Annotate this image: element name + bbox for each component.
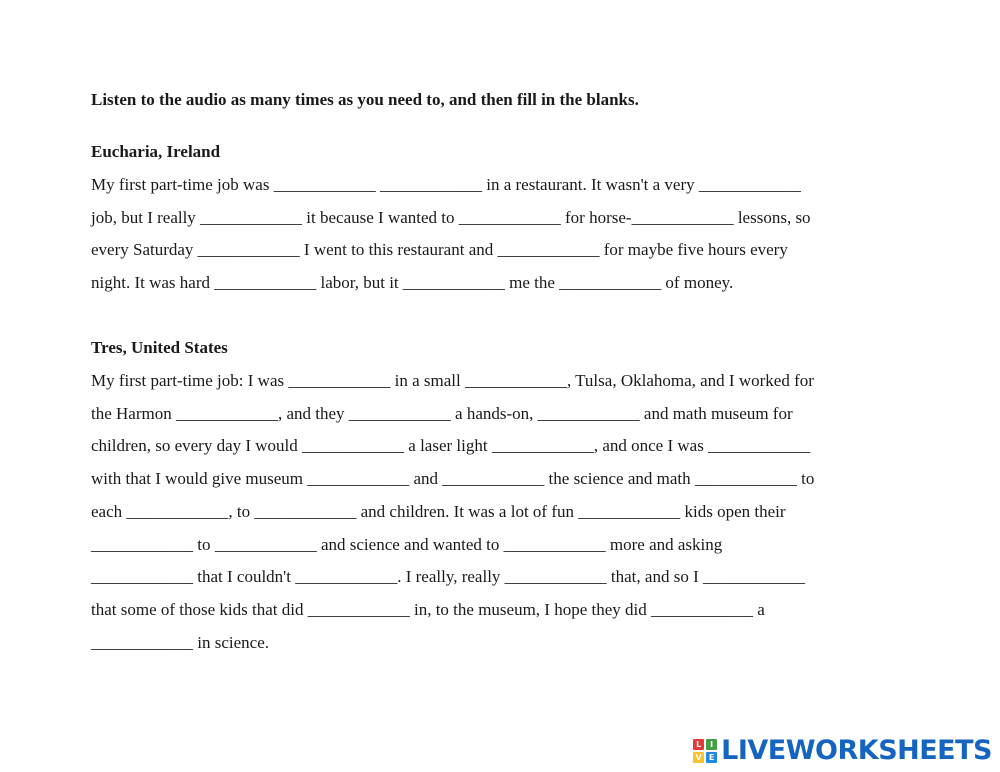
text-line: every Saturday ____________ I went to this restaurant and ____________ for maybe five hours every [91,240,788,260]
section-eucharia [91,140,911,300]
text-line: My first part-time job: I was ____________ in a small ____________, Tulsa, Oklahoma, and I worked for [91,371,814,390]
text-line: children, so every day I would ____________ a laser light ____________, and once I was ____________ [91,436,811,456]
text-line: that some of those kids that did ____________ in, to the museum, I hope they did ____________ a [91,599,765,619]
section-title: Tres, United States [91,338,228,357]
section-tres [91,336,911,659]
text-line: job, but I really ____________ it because I wanted to ____________ for horse-____________ lessons, so [91,207,811,227]
text-line: night. It was hard ____________ labor, but it ____________ me the ____________ of money. [91,273,734,293]
text-line: with that I would give museum ____________ and ____________ the science and math ____________ to [91,469,815,489]
text-line: ____________ that I couldn't ____________. I really, really ____________ that, and so I ____________ [91,567,805,587]
text-line: the Harmon ____________, and they ____________ a hands-on, ____________ and math museum for [91,403,793,423]
text-line: each ____________, to ____________ and children. It was a lot of fun ____________ kids open their [91,501,786,521]
logo-text: LIVEWORKSHEETS [721,735,992,766]
logo-block: E [706,752,717,763]
section-title: Eucharia, Ireland [91,142,221,161]
text-line: My first part-time job was ____________ ____________ in a restaurant. It wasn't a very ____________ [91,175,801,194]
text-line: ____________ to ____________ and science and wanted to ____________ more and asking [91,534,723,554]
logo-block: I [706,739,717,750]
text-line: ____________ in science. [91,632,269,652]
logo-blocks-icon [693,739,717,763]
instructions: Listen to the audio as many times as you need to, and then fill in the blanks. [91,90,639,109]
logo-block: L [693,739,704,750]
logo-block: V [693,752,704,763]
liveworksheets-logo [693,736,992,766]
